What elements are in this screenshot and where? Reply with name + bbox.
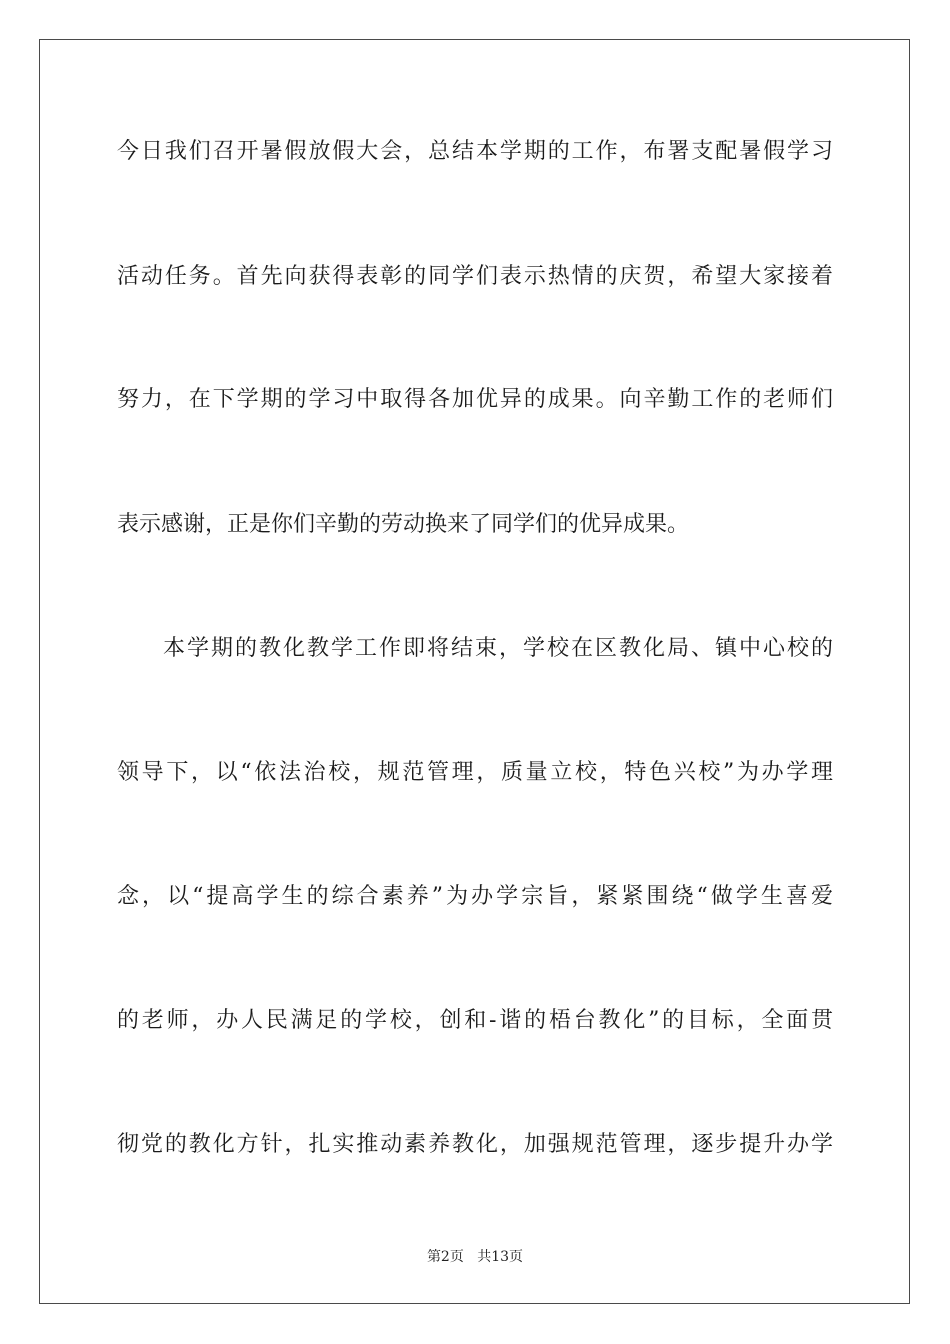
paragraph-2-line-4: 的老师，办人民满足的学校，创和-谐的梧台教化”的目标，全面贯 — [117, 1008, 833, 1033]
paragraph-1-line-3: 努力，在下学期的学习中取得各加优异的成果。向辛勤工作的老师们 — [117, 387, 833, 412]
page-footer — [0, 1248, 950, 1266]
paragraph-1-line-4: 表示感谢，正是你们辛勤的劳动换来了同学们的优异成果。 — [117, 512, 690, 537]
paragraph-1-line-2: 活动任务。首先向获得表彰的同学们表示热情的庆贺，希望大家接着 — [117, 264, 833, 289]
paragraph-2-line-3: 念，以“提高学生的综合素养”为办学宗旨，紧紧围绕“做学生喜爱 — [117, 884, 833, 909]
paragraph-2-line-5: 彻党的教化方针，扎实推动素养教化，加强规范管理，逐步提升办学 — [117, 1132, 833, 1157]
page-border — [39, 39, 910, 1304]
paragraph-2-line-1: 本学期的教化教学工作即将结束，学校在区教化局、镇中心校的 — [163, 636, 833, 661]
paragraph-1-line-1: 今日我们召开暑假放假大会，总结本学期的工作，布署支配暑假学习 — [117, 139, 833, 164]
total-pages: 共13页 — [477, 1249, 524, 1265]
page-number: 第2页 — [426, 1249, 464, 1265]
paragraph-2-line-2: 领导下，以“依法治校，规范管理，质量立校，特色兴校”为办学理 — [117, 760, 833, 785]
